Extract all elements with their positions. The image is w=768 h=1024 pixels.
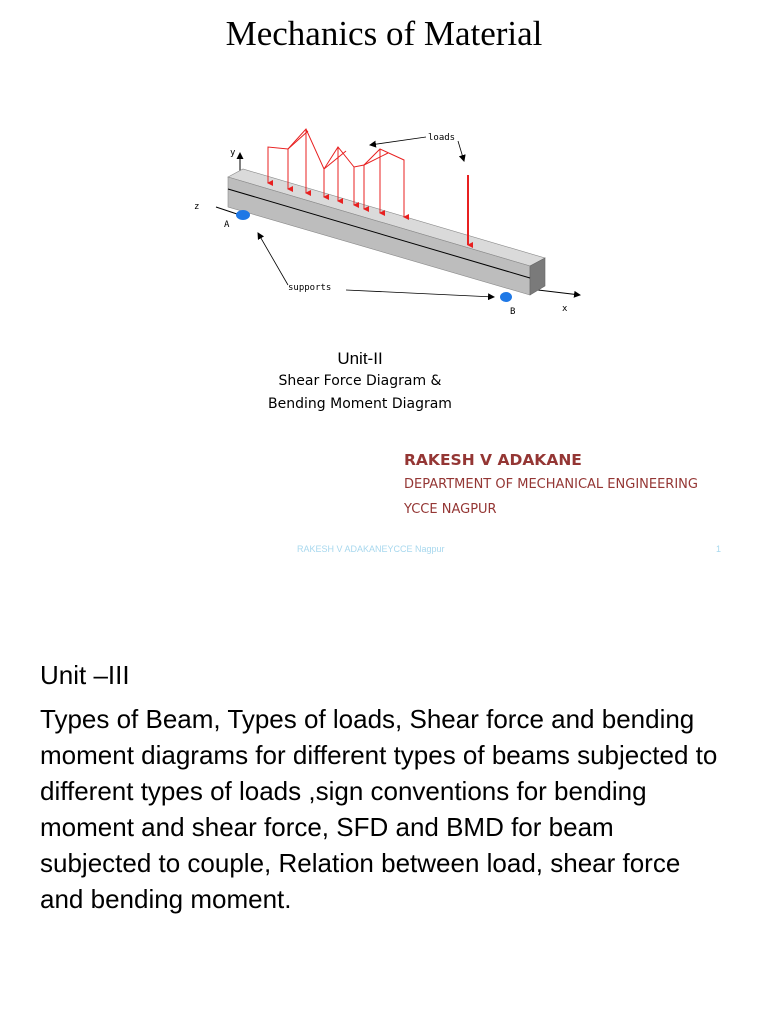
slide-2	[0, 575, 768, 1024]
beam-loading-figure	[188, 125, 588, 325]
axis-x-label: x	[562, 304, 568, 314]
axis-y-label: y	[230, 148, 236, 158]
slide-page-number: 1	[716, 544, 722, 554]
author-block	[404, 448, 698, 522]
author-department: DEPARTMENT OF MECHANICAL ENGINEERING	[404, 477, 698, 492]
support-b	[500, 292, 512, 302]
support-a	[236, 210, 250, 220]
loads-label: loads	[428, 133, 456, 143]
slide-title: Mechanics of Material	[225, 14, 543, 53]
axis-z-label: z	[194, 202, 200, 212]
unit-ii-subtitle-2: Bending Moment Diagram	[268, 396, 452, 412]
author-name: RAKESH V ADAKANE	[404, 451, 582, 469]
unit-ii-subtitle-1: Shear Force Diagram &	[278, 373, 442, 389]
supports-label: supports	[288, 283, 332, 293]
support-b-label: B	[510, 307, 516, 317]
slide-footer-text: RAKESH V ADAKANEYCCE Nagpur	[297, 544, 445, 554]
unit-iii-syllabus: Types of Beam, Types of loads, Shear force and bending moment diagrams for different types of beams subjected to different types of loads ,sign conventions for bending moment and shear force, SFD and BMD for beam subjected to couple, Relation between load, shear force and bending moment.	[40, 704, 718, 914]
unit-iii-heading: Unit –III	[40, 660, 130, 690]
unit-ii-block	[200, 348, 520, 416]
support-a-label: A	[224, 220, 230, 230]
unit-ii-heading: Unit-II	[337, 349, 383, 368]
beam	[228, 169, 545, 295]
author-institute: YCCE NAGPUR	[404, 502, 497, 517]
